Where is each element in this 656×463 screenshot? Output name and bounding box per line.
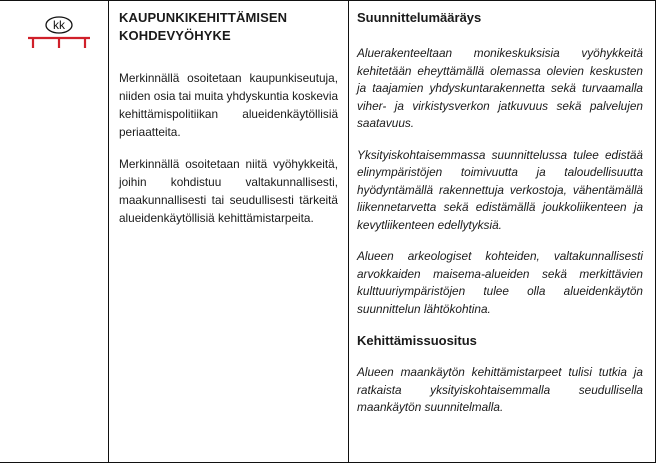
zone-title-line2: KOHDEVYÖHYKE (119, 28, 231, 43)
zone-symbol-icon (26, 15, 92, 55)
regulation-paragraph-3: Alueen arkeologiset kohteiden, valtakunnallisesti arvokkaiden maisema-alueiden sekä merkittävien kulttuuriympäristöjen tulee olla alueidenkäytön suunnittelun lähtökohtina. (357, 249, 643, 316)
symbol-code: kk (53, 18, 65, 32)
zone-title-line1: KAUPUNKIKEHITTÄMISEN (119, 10, 288, 25)
description-column (109, 1, 349, 462)
description-paragraph-2: Merkinnällä osoitetaan niitä vyöhykkeitä, joihin kohdistuu valtakunnallisesti, maakunnallisesti tai seudullisesti tärkeitä alueidenkäytöllisiä kehittämistarpeita. (119, 157, 338, 225)
planning-regulation-heading: Suunnittelumääräys (357, 10, 482, 25)
description-paragraph-1: Merkinnällä osoitetaan kaupunkiseutuja, niiden osia tai muita yhdyskuntia koskevia kehittämispolitiikan alueidenkäytöllisiä periaatteita. (119, 71, 339, 139)
regulation-paragraph-2: Yksityiskohtaisemmassa suunnittelussa tulee edistää elinympäristöjen toimivuutta ja taloudellisuutta hyödyntämällä rakennettuja verkostoja, vähentämällä liikennetarvetta sekä edistämällä joukkoliikenteen ja kevytliikenteen edellytyksiä. (357, 147, 643, 232)
development-recommendation-heading: Kehittämissuositus (357, 333, 477, 348)
regulation-paragraph-1: Aluerakenteeltaan monikeskuksisia vyöhykkeitä kehitetään eheyttämällä olemassa olevien keskusten ja taajamien yhdyskuntarakennetta sekä turvaamalla viher- ja virkistysverkon jatkuvuus sekä palvelujen saatavuus. (357, 46, 643, 130)
symbol-column (0, 1, 109, 462)
recommendation-paragraph: Alueen maankäytön kehittämistarpeet tulisi tutkia ja ratkaista yksityiskohtaisemmalla seudullisella maankäytön suunnitelmalla. (357, 365, 643, 414)
rules-column (349, 1, 656, 462)
